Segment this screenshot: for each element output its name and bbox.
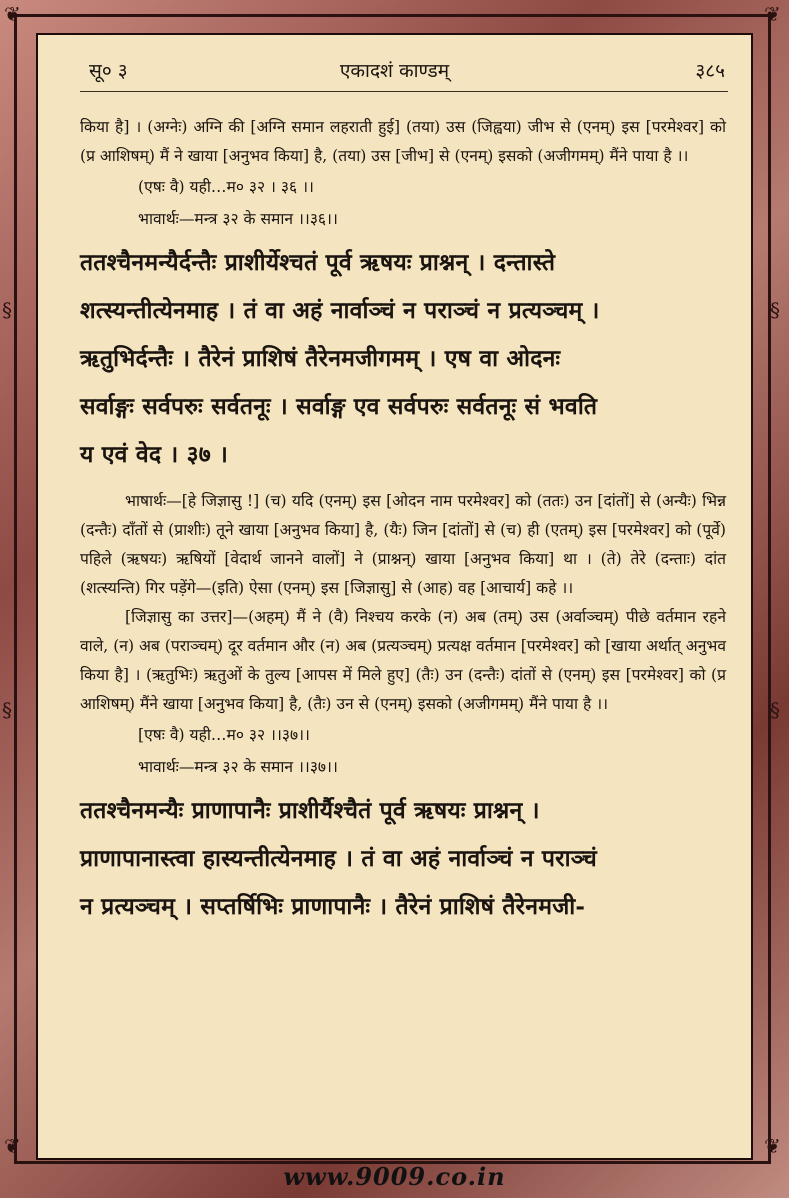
side-ornament-icon: § <box>2 698 12 722</box>
verse-line: ऋतुभिर्दन्तैः । तैरेनं प्राशिषं तैरेनमजीगमम् । एष वा ओदनः <box>80 345 561 372</box>
kanda-title: एकादशं काण्डम् <box>339 60 450 82</box>
site-footer <box>0 1162 789 1198</box>
sukta-number: सू० ३ <box>89 60 128 82</box>
book-page <box>36 33 753 1160</box>
side-ornament-icon: § <box>770 298 780 322</box>
mantra-38 <box>80 787 726 931</box>
page-body <box>80 113 726 939</box>
page-header <box>36 57 753 83</box>
verse-line: सर्वाङ्गः सर्वपरुः सर्वतनूः । सर्वाङ्ग एव सर्वपरुः सर्वतनूः सं भवति <box>80 393 598 420</box>
bhavartha-line: भावार्थः—मन्त्र ३२ के समान ।।३६।। <box>138 210 338 228</box>
reference-line: [एषः वै) यही…म० ३२ ।।३७।। <box>138 726 310 744</box>
side-ornament-icon: § <box>770 698 780 722</box>
side-ornament-icon: § <box>2 298 12 322</box>
corner-ornament-icon: ❦ <box>764 1134 781 1158</box>
mantra-37 <box>80 239 726 479</box>
website-url[interactable]: www.9009.co.in <box>283 1162 506 1191</box>
verse-line: शत्स्यन्तीत्येनमाह । तं वा अहं नार्वाञ्चं न पराञ्चं न प्रत्यञ्चम् । <box>80 297 600 324</box>
translation-paragraph: भाषार्थः—[हे जिज्ञासु !] (च) यदि (एनम्) इस [ओदन नाम परमेश्वर] को (ततः) उन [दांतों] से (अन्यैः) भिन्न (दन्तैः) दाँतों से (प्राशीः) तूने खाया [अनुभव किया] है, (यैः) जिन [दांतों] से (च) ही (एतम्) इस [परमेश्वर] को (पूर्वे) पहिले (ऋषयः) ऋषियों [वेदार्थ जानने वालों] ने (प्राश्नन्) खाया [अनुभव किया] था । (ते) तेरे (दन्ताः) दांत (शत्स्यन्ति) गिर पड़ेंगे—(इति) ऐसा (एनम्) इस [जिज्ञासु] से (आह) वह [आचार्य] कहे ।। <box>80 492 726 597</box>
page-number: ३८५ <box>695 60 725 82</box>
verse-line: प्राणापानास्त्वा हास्यन्तीत्येनमाह । तं वा अहं नार्वाञ्चं न पराञ्चं <box>80 845 597 872</box>
corner-ornament-icon: ❦ <box>4 2 21 26</box>
corner-ornament-icon: ❦ <box>764 2 781 26</box>
verse-line: ततश्चैनमन्यैर्दन्तैः प्राशीर्येश्चतं पूर्व ऋषयः प्राश्नन् । दन्तास्ते <box>80 249 556 276</box>
header-divider <box>80 91 728 92</box>
bhavartha-line: भावार्थः—मन्त्र ३२ के समान ।।३७।। <box>138 758 338 776</box>
verse-line: य एवं वेद । ३७ । <box>80 441 229 468</box>
corner-ornament-icon: ❦ <box>4 1134 21 1158</box>
translation-paragraph: किया है] । (अग्नेः) अग्नि की [अग्नि समान लहराती हुई] (तया) उस (जिह्वया) जीभ से (एनम्) इस [परमेश्वर] को (प्र आशिषम्) मैं ने खाया [अनुभव किया] है, (तया) उस [जीभ] से (एनम्) इसको (अजीगमम्) मैंने पाया है ।। <box>80 118 726 165</box>
verse-line: न प्रत्यञ्चम् । सप्तर्षिभिः प्राणापानैः । तैरेनं प्राशिषं तैरेनमजी- <box>80 893 586 920</box>
translation-paragraph: [जिज्ञासु का उत्तर]—(अहम्) मैं ने (वै) निश्चय करके (न) अब (तम्) उस (अर्वाञ्चम्) पीछे वर्तमान रहने वाले, (न) अब (पराञ्चम्) दूर वर्तमान और (न) अब (प्रत्यञ्चम्) प्रत्यक्ष वर्तमान [परमेश्वर] को [खाया अर्थात् अनुभव किया है] । (ऋतुभिः) ऋतुओं के तुल्य [आपस में मिले हुए] (तैः) उन (दन्तैः) दांतों से (एनम्) इस [परमेश्वर] को (प्र आशिषम्) मैंने खाया [अनुभव किया] है, (तैः) उन से (एनम्) इसको (अजीगमम्) मैंने पाया है ।। <box>80 608 726 713</box>
reference-line: (एषः वै) यही…म० ३२ । ३६ ।। <box>138 178 314 196</box>
verse-line: ततश्चैनमन्यैः प्राणापानैः प्राशीर्यैश्चैतं पूर्व ऋषयः प्राश्नन् । <box>80 797 540 824</box>
